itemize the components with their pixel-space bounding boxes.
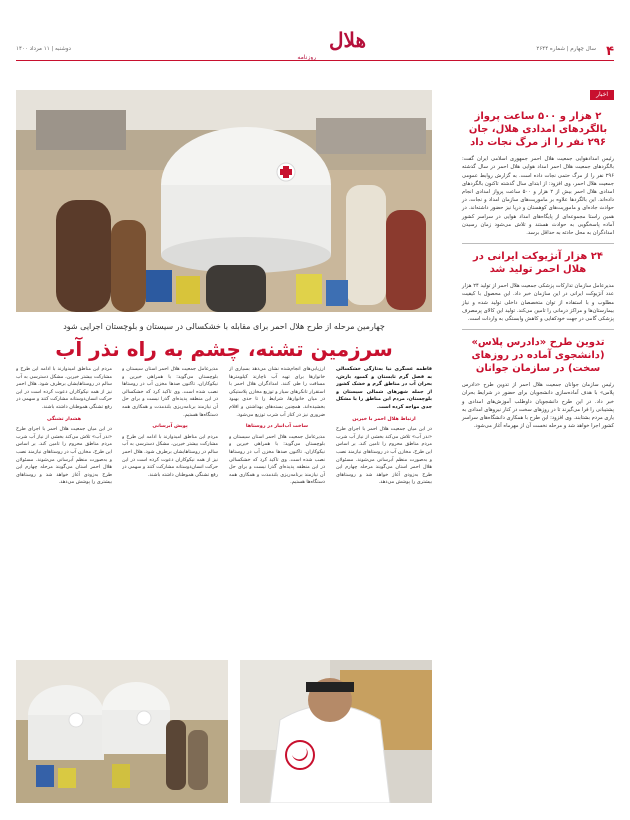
news-body: مدیرعامل سازمان تدارکات پزشکی جمعیت هلال احمر از تولید ۲۴ هزار عدد آنژیوکت ایرانی در این سازمان خبر داد. این محصول با کیفیت مطلوب و با استفاده از توان متخصصان داخلی تولید شده و نیاز بیمارستان‌ها و مراکز درمانی را تامین می‌کند. تولید این کالای پرمصرف پزشکی گامی در جهت خودکفایی و کاهش وابستگی به واردات است. (462, 283, 615, 323)
water-tank-photo (16, 90, 432, 312)
news-body: رئیس امدادهوایی جمعیت هلال احمر جمهوری اسلامی ایران گفت: بالگردهای جمعیت هلال احمر امداد هوایی هلال احمر در سال گذشته ۲۹۶ نفر را از مرگ حتمی نجات داده است. به گزارش روابط عمومی جمعیت هلال احمر، وی افزود: از ابتدای سال گذشته تاکنون بالگردهای امدادی هلال احمر بیش از ۲ هزار و ۵۰۰ ساعت پرواز امدادی انجام داده‌اند. این بالگردها علاوه بر ماموریت‌های سازمان امداد و نجات، در حوادث جاده‌ای و ماموریت‌های کوهستان و دریا نیز حضور داشته‌اند. در همین راستا مجموعه‌ای از پایگاه‌های امداد هوایی در سراسر کشور آماده پاسخگویی به حوادث هستند و تلاش می‌شود زمان رسیدن امدادگران به محل حادثه به حداقل برسد. (462, 156, 615, 237)
article-column (122, 366, 218, 651)
date-info: دوشنبه | ۱۱ مرداد ۱۴۰۰ (16, 46, 71, 52)
article-paragraph: ارزیابی‌های انجام‌شده نشان می‌دهد بسیاری از خانوارها برای تهیه آب ناچارند کیلومترها مسافت را طی کنند. امدادگران هلال احمر با استقرار تانکرهای سیار و توزیع مخازن پلاستیکی در میان خانوارها، شرایط را تا حدی بهبود بخشیده‌اند. همچنین بسته‌های بهداشتی و اقلام ضروری نیز در کنار آب شرب توزیع می‌شود. (229, 366, 325, 418)
header-rule (16, 60, 614, 61)
article-paragraph: مدیرعامل جمعیت هلال احمر استان سیستان و بلوچستان می‌گوید: با همراهی خیرین و نیکوکاران، تاکنون صدها مخزن آب در روستاها نصب شده است. وی تاکید کرد که خشکسالی در این منطقه پدیده‌ای گذرا نیست و برای حل آن نیازمند برنامه‌ریزی بلندمدت و همکاری همه دستگاه‌ها هستیم. (229, 433, 325, 486)
news-body: رئیس سازمان جوانان جمعیت هلال احمر از تدوین طرح «دادرس پلاس» با هدف آماده‌سازی دانشجویان برای حضور در شرایط بحران خبر داد. در این طرح دانشجویان داوطلب آموزش‌های امدادی و پشتیبانی را فرا می‌گیرند تا در روزهای سخت در کنار نیروهای امدادی به یاری مردم بشتابند. وی افزود: این طرح با همکاری دانشگاه‌های سراسر کشور اجرا خواهد شد و مرحله نخست آن از مهرماه آغاز می‌شود. (462, 382, 614, 430)
article-column (229, 366, 325, 651)
news-badge: اخبار (590, 90, 614, 100)
news-headline: ۲ هزار و ۵۰۰ ساعت پرواز بالگردهای امدادی هلال، جان ۲۹۶ نفر را از مرگ نجات داد (468, 111, 608, 149)
page-header (16, 28, 614, 86)
news-sidebar (462, 90, 614, 430)
news-item (462, 250, 614, 323)
news-headline: ۲۴ هزار آنژیوکت ایرانی در هلال احمر تولید شد (473, 251, 603, 276)
logo-name: هلال (328, 28, 366, 52)
water-tanks-photo (16, 660, 228, 803)
news-divider (462, 243, 614, 244)
article-paragraph: مردم این مناطق امیدوارند با ادامه این طرح و مشارکت بیشتر خیرین، مشکل دسترسی به آب سالم در روستاهایشان برطرف شود. هلال احمر نیز از همه نیکوکاران دعوت کرده است در این حرکت انسان‌دوستانه مشارکت کنند و سهمی در رفع تشنگی هموطنان داشته باشند. (16, 366, 112, 410)
logo-tagline: روزنامه (297, 54, 316, 61)
article-paragraph: در این میان جمعیت هلال احمر با اجرای طرح «نذر آب» تلاش می‌کند بخشی از نیاز آب شرب مردم مناطق محروم را تامین کند. بر اساس این طرح، مخازن آب در روستاهای نیازمند نصب و به‌صورت منظم آبرسانی می‌شوند. مسئولان هلال احمر استان می‌گویند مرحله چهارم این طرح به‌زودی آغاز خواهد شد و روستاهای بیشتری را پوشش می‌دهد. (16, 426, 112, 486)
news-headline: تدوین طرح «دادرس پلاس» (دانشجوی آماده در روزهای سخت) در سازمان جوانان (471, 337, 605, 375)
article-subhead: ساخت آب‌انبار در روستاها (245, 423, 309, 430)
newspaper-logo (286, 30, 366, 64)
issue-info: سال چهارم | شماره ۲۶۴۴ (536, 46, 596, 52)
main-headline: سرزمین تشنه، چشم به راه نذر آب (55, 337, 393, 361)
article-subhead: ارتباط هلال احمر با خیرین (352, 415, 416, 422)
article-paragraph: مدیرعامل جمعیت هلال احمر استان سیستان و بلوچستان می‌گوید: با همراهی خیرین و نیکوکاران، تاکنون صدها مخزن آب در روستاها نصب شده است. وی تاکید کرد که خشکسالی در این منطقه پدیده‌ای گذرا نیست و برای حل آن نیازمند برنامه‌ریزی بلندمدت و همکاری همه دستگاه‌ها هستیم. (122, 366, 218, 418)
news-item (462, 110, 614, 237)
relief-worker-photo (240, 660, 432, 803)
article-paragraph: مردم این مناطق امیدوارند با ادامه این طرح و مشارکت بیشتر خیرین، مشکل دسترسی به آب سالم در روستاهایشان برطرف شود. هلال احمر نیز از همه نیکوکاران دعوت کرده است در این حرکت انسان‌دوستانه مشارکت کنند و سهمی در رفع تشنگی هموطنان داشته باشند. (122, 433, 218, 478)
article-paragraph: در این میان جمعیت هلال احمر با اجرای طرح «نذر آب» تلاش می‌کند بخشی از نیاز آب شرب مردم مناطق محروم را تامین کند. بر اساس این طرح، مخازن آب در روستاهای نیازمند نصب و به‌صورت منظم آبرسانی می‌شوند. مسئولان هلال احمر استان می‌گویند مرحله چهارم این طرح به‌زودی آغاز خواهد شد و روستاهای بیشتری را پوشش می‌دهد. (336, 426, 432, 486)
article-lead: فاطمه عسگری نیا به‌تازگی خشکسالی به فصل گرم تابستان و کمبود بارش، بحران آب در مناطق گرم و خشک کشور از جمله شهرهای شمالی سیستان و بلوچستان، مردم این مناطق را با مشکل جدی مواجه کرده است. (336, 366, 432, 410)
main-kicker: چهارمین مرحله از طرح هلال احمر برای مقابله با خشکسالی در سیستان و بلوچستان اجرایی شود (63, 322, 385, 331)
news-divider (462, 329, 614, 330)
page-number: ۴ (606, 44, 614, 59)
article-subhead: هشدار تشنگی (47, 415, 81, 422)
news-item (462, 336, 614, 430)
article-body (16, 366, 432, 651)
article-subhead: پویش آبرسانی (152, 423, 188, 430)
article-column (16, 366, 112, 651)
article-column (336, 366, 432, 651)
